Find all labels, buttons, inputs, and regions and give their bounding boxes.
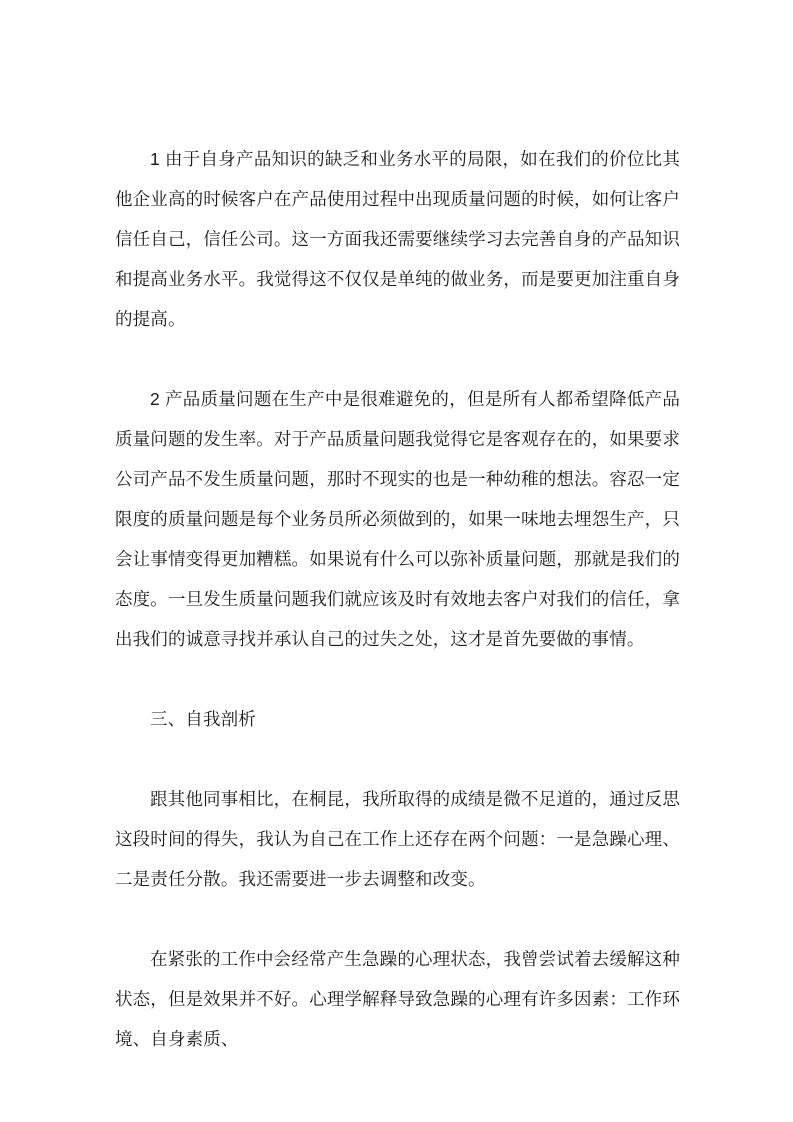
paragraph-impatience: 在紧张的工作中会经常产生急躁的心理状态，我曾尝试着去缓解这种状态，但是效果并不好。心理学解释导致急躁的心理有许多因素：工作环境、自身素质、 <box>115 949 680 1049</box>
paragraph-item-1: 1 由于自身产品知识的缺乏和业务水平的局限，如在我们的价位比其他企业高的时候客户在产品使用过程中出现质量问题的时候，如何让客户信任自己，信任公司。这一方面我还需要继续学习去完善自身的产品知识和提高业务水平。我觉得这不仅仅是单纯的做业务，而是要更加注重自身的提高。 <box>115 149 680 329</box>
paragraph-item-2: 2 产品质量问题在生产中是很难避免的，但是所有人都希望降低产品质量问题的发生率。对于产品质量问题我觉得它是客观存在的，如果要求公司产品不发生质量问题，那时不现实的也是一种幼稚的想法。容忍一定限度的质量问题是每个业务员所必须做到的，如果一味地去埋怨生产，只会让事情变得更加糟糕。如果说有什么可以弥补质量问题，那就是我们的态度。一旦发生质量问题我们就应该及时有效地去客户对我们的信任，拿出我们的诚意寻找并承认自己的过失之处，这才是首先要做的事情。 <box>115 389 680 649</box>
document-text-body <box>115 139 680 1059</box>
paragraph-self-analysis-intro: 跟其他同事相比，在桐昆，我所取得的成绩是微不足道的，通过反思这段时间的得失，我认为自己在工作上还存在两个问题：一是急躁心理、二是责任分散。我还需要进一步去调整和改变。 <box>115 789 680 889</box>
section-heading-three: 三、自我剖析 <box>150 709 256 729</box>
